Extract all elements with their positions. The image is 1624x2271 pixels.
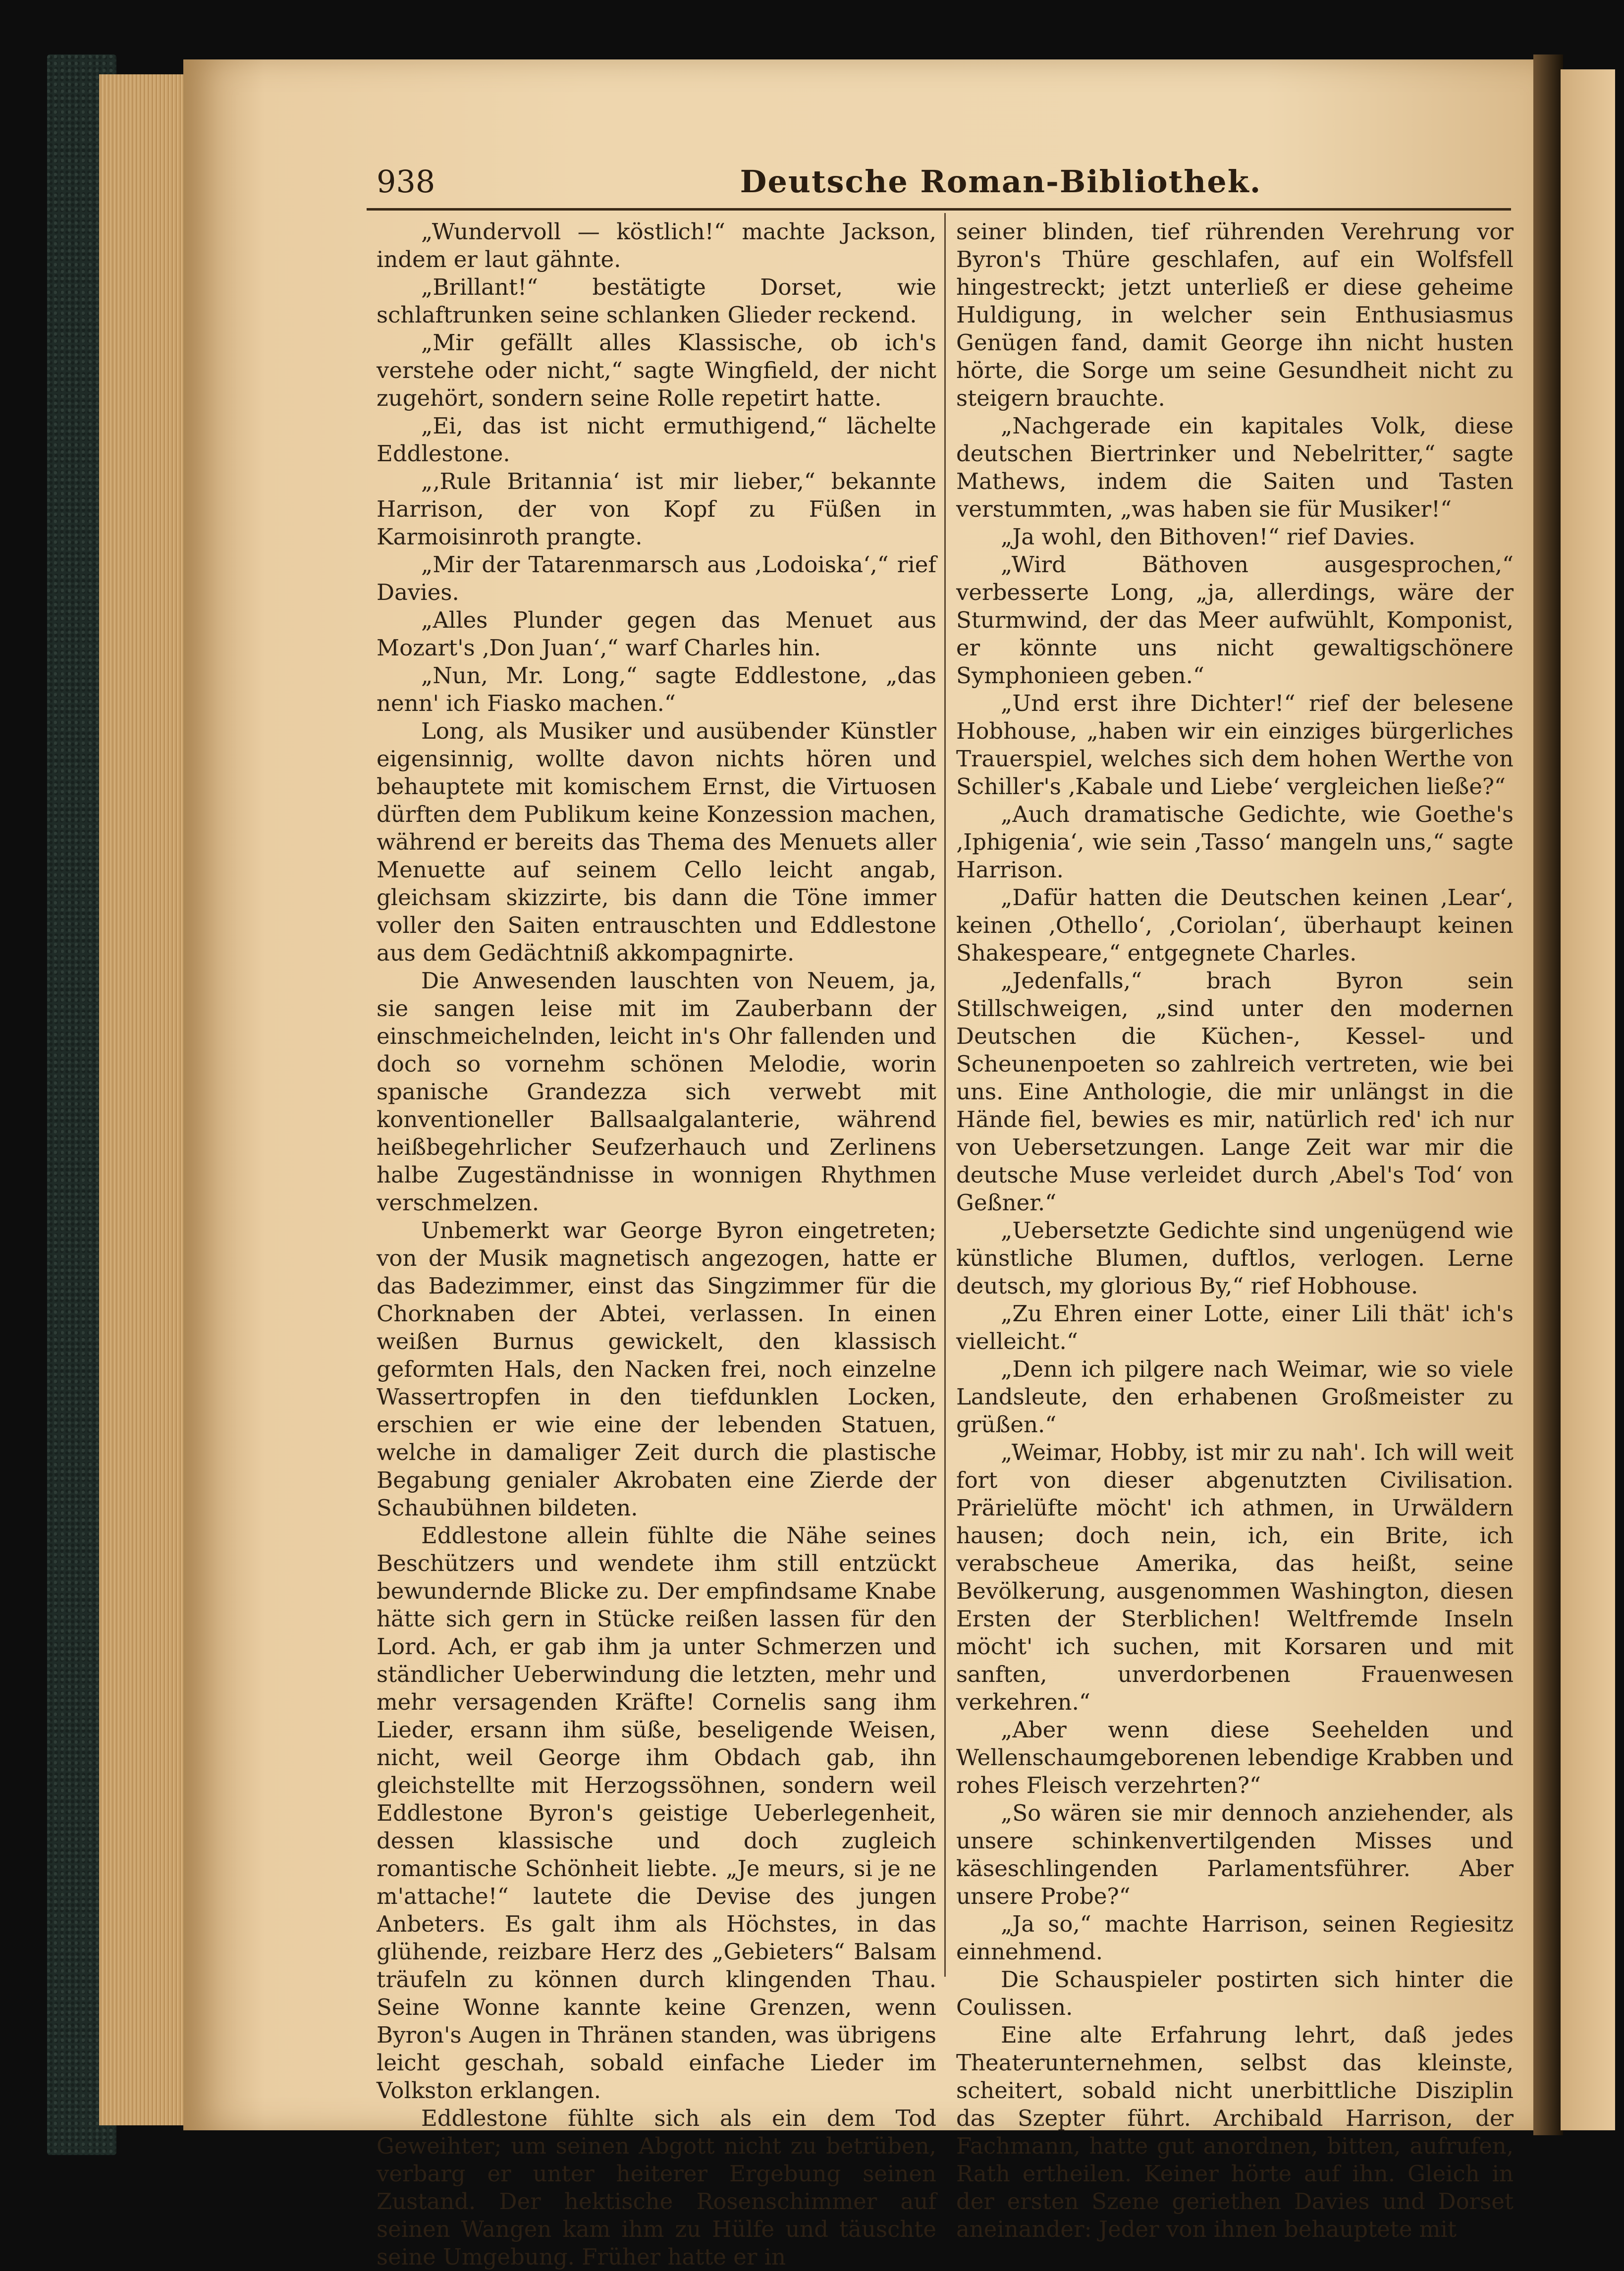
book-gutter: [1533, 54, 1563, 2135]
paragraph: „Mir gefällt alles Klassische, ob ich's verstehe oder nicht,“ sagte Wingfield, der nicht zugehört, sondern seine Rolle repetirt hatte.: [377, 329, 936, 411]
paragraph: Die Anwesenden lauschten von Neuem, ja, sie sangen leise mit im Zauberbann der einschmeichelnden, leicht in's Ohr fallenden und doch so vornehm schönen Melodie, worin spanische Grandezza sich verwebt mit konventioneller Ballsaalgalanterie, während heißbegehrlicher Seufzerhauch und Zerlinens halbe Zugeständnisse in wonnigen Rhythmen verschmelzen.: [377, 968, 936, 1216]
paragraph: „Und erst ihre Dichter!“ rief der belesene Hobhouse, „haben wir ein einziges bürgerliches Trauerspiel, welches sich dem hohen Werthe von Schiller's ‚Kabale und Liebe‘ vergleichen ließe?“: [956, 690, 1514, 800]
paragraph: „Nachgerade ein kapitales Volk, diese deutschen Biertrinker und Nebelritter,“ sagte Mathews, indem die Saiten und Tasten verstummten, „was haben sie für Musiker!“: [956, 413, 1514, 522]
paragraph: „Mir der Tatarenmarsch aus ‚Lodoiska‘,“ rief Davies.: [377, 551, 936, 605]
paragraph: „Alles Plunder gegen das Menuet aus Mozart's ‚Don Juan‘,“ warf Charles hin.: [377, 607, 936, 661]
paragraph: „Ja so,“ machte Harrison, seinen Regiesitz einnehmend.: [956, 1911, 1514, 1965]
paragraph: „Aber wenn diese Seehelden und Wellenschaumgeborenen lebendige Krabben und rohes Fleisch verzehrten?“: [956, 1717, 1514, 1798]
paragraph: „Uebersetzte Gedichte sind ungenügend wie künstliche Blumen, duftlos, verlogen. Lerne deutsch, my glorious By,“ rief Hobhouse.: [956, 1217, 1514, 1299]
running-title: Deutsche Roman-Bibliothek.: [740, 163, 1262, 200]
paragraph: „‚Rule Britannia‘ ist mir lieber,“ bekannte Harrison, der von Kopf zu Füßen in Karmoisinroth prangte.: [377, 468, 936, 550]
paragraph: „Auch dramatische Gedichte, wie Goethe's ‚Iphigenia‘, wie sein ‚Tasso‘ mangeln uns,“ sagte Harrison.: [956, 801, 1514, 883]
paragraph: „Wird Bäthoven ausgesprochen,“ verbesserte Long, „ja, allerdings, wäre der Sturmwind, der das Meer aufwühlt, Komponist, er könnte uns nicht gewaltigschönere Symphonieen geben.“: [956, 551, 1514, 689]
page-header: [377, 163, 1268, 208]
right-column: [956, 218, 1514, 2243]
paragraph: „Ja wohl, den Bithoven!“ rief Davies.: [1001, 524, 1416, 550]
paragraph: Die Schauspieler postirten sich hinter die Coulissen.: [956, 1966, 1514, 2020]
page-number: 938: [377, 163, 435, 200]
facing-page-edge: [1561, 69, 1615, 2130]
paragraph: „Ei, das ist nicht ermuthigend,“ lächelte Eddlestone.: [377, 413, 936, 467]
paragraph: seiner blinden, tief rührenden Verehrung vor Byron's Thüre geschlafen, auf ein Wolfsfell hingestreckt; jetzt unterließ er diese geheime Huldigung, in welcher sein Enthusiasmus Genügen fand, damit George ihn nicht husten hörte, die Sorge um seine Gesundheit nicht zu steigern brauchte.: [956, 218, 1514, 411]
header-rule: [367, 208, 1511, 211]
paragraph: „Brillant!“ bestätigte Dorset, wie schlaftrunken seine schlanken Glieder reckend.: [377, 274, 936, 328]
paragraph: Eddlestone fühlte sich als ein dem Tod Geweihter; um seinen Abgott nicht zu betrüben, verbarg er unter heiterer Ergebung seinen Zustand. Der hektische Rosenschimmer auf seinen Wangen kam ihm zu Hülfe und täuschte seine Umgebung. Früher hatte er in: [377, 2105, 936, 2270]
paragraph: „Dafür hatten die Deutschen keinen ‚Lear‘, keinen ‚Othello‘, ‚Coriolan‘, überhaupt keinen Shakespeare,“ entgegnete Charles.: [956, 884, 1514, 966]
paragraph: „Nun, Mr. Long,“ sagte Eddlestone, „das nenn' ich Fiasko machen.“: [377, 662, 936, 716]
paragraph: Long, als Musiker und ausübender Künstler eigensinnig, wollte davon nichts hören und behauptete mit komischem Ernst, die Virtuosen dürften dem Publikum keine Konzession machen, während er bereits das Thema des Menuets aller Menuette auf seinem Cello leicht angab, gleichsam skizzirte, bis dann die Töne immer voller den Saiten entrauschten und Eddlestone aus dem Gedächtniß akkompagnirte.: [377, 718, 936, 966]
paragraph: Eddlestone allein fühlte die Nähe seines Beschützers und wendete ihm still entzückt bewundernde Blicke zu. Der empfindsame Knabe hätte sich gern in Stücke reißen lassen für den Lord. Ach, er gab ihm ja unter Schmerzen und ständlicher Ueberwindung die letzten, mehr und mehr versagenden Kräfte! Cornelis sang ihm Lieder, ersann ihm süße, beseligende Weisen, nicht, weil George ihm Obdach gab, ihn gleichstellte mit Herzogssöhnen, sondern weil Eddlestone Byron's geistige Ueberlegenheit, dessen klassische und doch zugleich romantische Schönheit liebte. „Je meurs, si je ne m'attache!“ lautete die Devise des jungen Anbeters. Es galt ihm als Höchstes, in das glühende, reizbare Herz des „Gebieters“ Balsam träufeln zu können durch klingenden Thau. Seine Wonne kannte keine Grenzen, wenn Byron's Augen in Thränen standen, was übrigens leicht geschah, sobald einfache Lieder im Volkston erklangen.: [377, 1522, 936, 2104]
left-column: [377, 218, 936, 2271]
paragraph: „Wundervoll — köstlich!“ machte Jackson, indem er laut gähnte.: [377, 218, 936, 272]
paragraph: Eine alte Erfahrung lehrt, daß jedes Theaterunternehmen, selbst das kleinste, scheitert, sobald nicht unerbittliche Disziplin das Szepter führt. Archibald Harrison, der Fachmann, hatte gut anordnen, bitten, aufrufen, Rath ertheilen. Keiner hörte auf ihn. Gleich in der ersten Szene geriethen Davies und Dorset aneinander: Jeder von ihnen behauptete mit: [956, 2022, 1514, 2242]
paragraph: „Denn ich pilgere nach Weimar, wie so viele Landsleute, den erhabenen Großmeister zu grüßen.“: [956, 1356, 1514, 1438]
column-divider: [944, 213, 946, 1977]
paragraph: „So wären sie mir dennoch anziehender, als unsere schinkenvertilgenden Misses und käseschlingenden Parlamentsführer. Aber unsere Probe?“: [956, 1800, 1514, 1909]
paragraph: Unbemerkt war George Byron eingetreten; von der Musik magnetisch angezogen, hatte er das Badezimmer, einst das Singzimmer für die Chorknaben der Abtei, verlassen. In einen weißen Burnus gewickelt, den klassisch geformten Hals, den Nacken frei, noch einzelne Wassertropfen in den tiefdunklen Locken, erschien er wie eine der lebenden Statuen, welche in damaliger Zeit durch die plastische Begabung genialer Akrobaten eine Zierde der Schaubühnen bildeten.: [377, 1217, 936, 1521]
paragraph: „Zu Ehren einer Lotte, einer Lili thät' ich's vielleicht.“: [956, 1300, 1514, 1354]
paragraph: „Jedenfalls,“ brach Byron sein Stillschweigen, „sind unter den modernen Deutschen die Küchen-, Kessel- und Scheunenpoeten so zahlreich vertreten, wie bei uns. Eine Anthologie, die mir unlängst in die Hände fiel, bewies es mir, natürlich red' ich nur von Uebersetzungen. Lange Zeit war mir die deutsche Muse verleidet durch ‚Abel's Tod‘ von Geßner.“: [956, 968, 1514, 1216]
paragraph: „Weimar, Hobby, ist mir zu nah'. Ich will weit fort von dieser abgenutzten Civilisation. Prärielüfte möcht' ich athmen, in Urwäldern hausen; doch nein, ich, ein Brite, ich verabscheue Amerika, das heißt, seine Bevölkerung, ausgenommen Washington, diesen Ersten der Sterblichen! Weltfremde Inseln möcht' ich suchen, mit Korsaren und mit sanften, unverdorbenen Frauenwesen verkehren.“: [956, 1439, 1514, 1715]
